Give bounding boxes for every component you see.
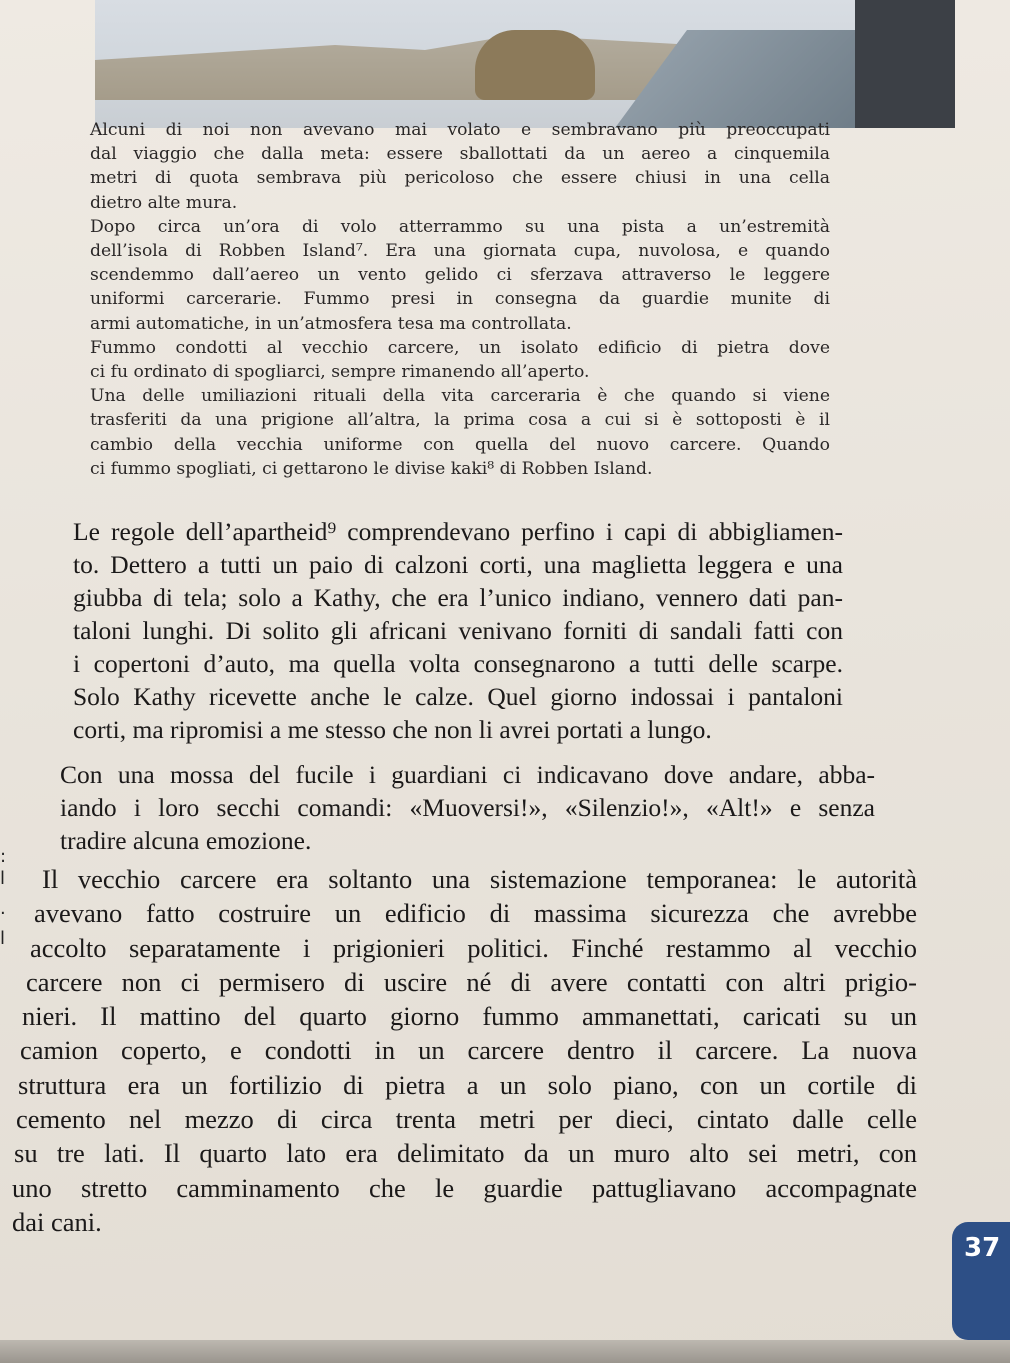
margin-mark: :	[0, 846, 7, 867]
text-line: Una delle umiliazioni rituali della vita carceraria è che quando si viene	[90, 386, 830, 407]
text-line: avevano fatto costruire un edificio di massima sicurezza che avrebbe	[34, 898, 917, 929]
text-line: Dopo circa un’ora di volo atterrammo su una pista a un’estremità	[90, 216, 830, 237]
paragraph-guards	[60, 758, 875, 857]
small-text-block	[90, 118, 830, 481]
text-line: uniformi carcerarie. Fummo presi in consegna da guardie munite di	[90, 289, 830, 310]
text-line: Alcuni di noi non avevano mai volato e sembravano più preoccupati	[90, 120, 830, 140]
text-line: Fummo condotti al vecchio carcere, un isolato edificio di pietra dove	[90, 337, 830, 358]
text-line: i copertoni d’auto, ma quella volta consegnarono a tutti delle scarpe.	[73, 649, 843, 678]
table-surface	[0, 1340, 1010, 1363]
text-line: ci fu ordinato di spogliarci, sempre rimanendo all’aperto.	[90, 362, 590, 383]
text-line: uno stretto camminamento che le guardie pattugliavano accompagnate	[12, 1172, 917, 1203]
margin-mark: l	[0, 868, 6, 889]
text-line: giubba di tela; solo a Kathy, che era l’unico indiano, vennero dati pan-	[73, 583, 843, 612]
margin-mark: .	[0, 898, 6, 919]
text-line: carcere non ci permisero di uscire né di avere contatti con altri prigio-	[26, 966, 917, 997]
text-line: scendemmo dall’aereo un vento gelido ci sferzava attraverso le leggere	[90, 265, 830, 286]
text-line: armi automatiche, in un’atmosfera tesa ma controllata.	[90, 313, 572, 334]
text-line: Le regole dell’apartheid⁹ comprendevano perfino i capi di abbigliamen-	[73, 517, 843, 546]
text-line: struttura era un fortilizio di pietra a un solo piano, con un cortile di	[18, 1069, 917, 1100]
text-line: dai cani.	[12, 1206, 102, 1237]
illustration-shadow	[855, 0, 955, 128]
text-line: camion coperto, e condotti in un carcere dentro il carcere. La nuova	[20, 1035, 917, 1066]
text-line: dietro alte mura.	[90, 192, 238, 213]
text-line: trasferiti da una prigione all’altra, la prima cosa a cui si è sottoposti è il	[90, 410, 830, 431]
paragraph-new-prison	[12, 862, 917, 1239]
text-line: dell’isola di Robben Island⁷. Era una giornata cupa, nuvolosa, e quando	[90, 241, 830, 262]
text-line: tradire alcuna emozione.	[60, 826, 312, 855]
illustration-figure	[475, 30, 595, 100]
text-line: Solo Kathy ricevette anche le calze. Quel giorno indossai i pantaloni	[73, 682, 843, 711]
text-line: corti, ma ripromisi a me stesso che non li avrei portati a lungo.	[73, 715, 712, 744]
page-number: 37	[964, 1233, 1001, 1263]
text-line: nieri. Il mattino del quarto giorno fummo ammanettati, caricati su un	[22, 1001, 917, 1032]
text-line: su tre lati. Il quarto lato era delimitato da un muro alto sei metri, con	[14, 1138, 917, 1169]
text-line: accolto separatamente i prigionieri politici. Finché restammo al vecchio	[30, 932, 917, 963]
text-line: dal viaggio che dalla meta: essere sballottati da un aereo a cinquemila	[90, 144, 830, 165]
text-line: metri di quota sembrava più pericoloso che essere chiusi in una cella	[90, 168, 830, 189]
illustration-ground	[95, 0, 695, 100]
paragraph-apartheid-rules	[73, 515, 843, 746]
text-line: taloni lunghi. Di solito gli africani venivano forniti di sandali fatti con	[73, 616, 843, 645]
text-line: Con una mossa del fucile i guardiani ci indicavano dove andare, abba-	[60, 760, 875, 789]
margin-mark: l	[0, 928, 6, 949]
text-line: Il vecchio carcere era soltanto una sistemazione temporanea: le autorità	[42, 864, 917, 894]
text-line: iando i loro secchi comandi: «Muoversi!», «Silenzio!», «Alt!» e senza	[60, 793, 875, 822]
text-line: to. Dettero a tutti un paio di calzoni corti, una maglietta leggera e una	[73, 550, 843, 579]
text-line: cambio della vecchia uniforme con quella del nuovo carcere. Quando	[90, 434, 830, 455]
text-line: cemento nel mezzo di circa trenta metri per dieci, cintato dalle celle	[16, 1104, 917, 1135]
top-illustration	[95, 0, 955, 128]
text-line: ci fummo spogliati, ci gettarono le divise kaki⁸ di Robben Island.	[90, 458, 653, 479]
